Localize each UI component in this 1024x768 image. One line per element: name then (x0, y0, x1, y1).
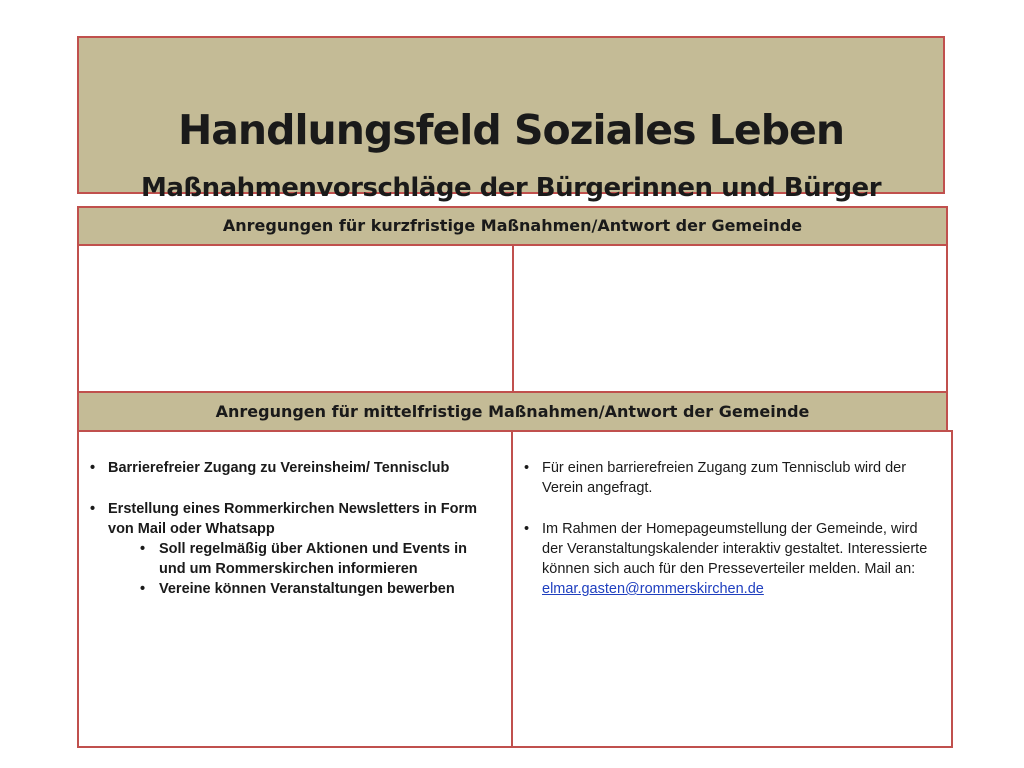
sub-list (108, 539, 497, 599)
sub-list-item (108, 539, 497, 579)
sub-list-item (108, 579, 497, 599)
response-text: Für einen barrierefreien Zugang zum Tennisclub wird der Verein angefragt. (542, 460, 907, 496)
bullet-icon: • (90, 501, 96, 517)
suggestion-text: Erstellung eines Rommerkirchen Newsletters in Form von Mail oder Whatsapp (108, 501, 478, 537)
email-link[interactable]: elmar.gasten@rommerskirchen.de (542, 581, 764, 597)
list-item (521, 458, 941, 498)
bullet-icon: • (140, 541, 146, 557)
bullet-icon: • (140, 581, 146, 597)
mid-term-suggestions-cell (77, 430, 513, 748)
suggestions-list (87, 458, 497, 620)
list-item (87, 458, 497, 478)
bullet-icon: • (524, 521, 530, 537)
mid-term-header: Anregungen für mittelfristige Maßnahmen/Antwort der Gemeinde (77, 391, 948, 432)
mid-term-response-cell (511, 430, 953, 748)
sub-item-text: Vereine können Veranstaltungen bewerben (159, 581, 455, 597)
slide-title: Handlungsfeld Soziales Leben (177, 106, 845, 154)
bullet-icon: • (524, 460, 530, 476)
response-text: Im Rahmen der Homepageumstellung der Gemeinde, wird der Veranstaltungskalender interaktiv gestaltet. Interessierte können sich auch für den Presseverteiler melden. Mail an: (542, 521, 928, 577)
sub-item-text: Soll regelmäßig über Aktionen und Events in und um Rommerskirchen informieren (159, 541, 468, 577)
short-term-suggestions-cell (77, 244, 514, 393)
slide-subtitle: Maßnahmenvorschläge der Bürgerinnen und Bürger (140, 173, 882, 203)
list-item (87, 499, 497, 599)
bullet-icon: • (90, 460, 96, 476)
short-term-header: Anregungen für kurzfristige Maßnahmen/Antwort der Gemeinde (77, 206, 948, 246)
title-box (77, 36, 945, 203)
short-term-response-cell (512, 244, 948, 393)
responses-list (521, 458, 941, 620)
suggestion-text: Barrierefreier Zugang zu Vereinsheim/ Tennisclub (108, 460, 450, 476)
list-item (521, 519, 941, 599)
